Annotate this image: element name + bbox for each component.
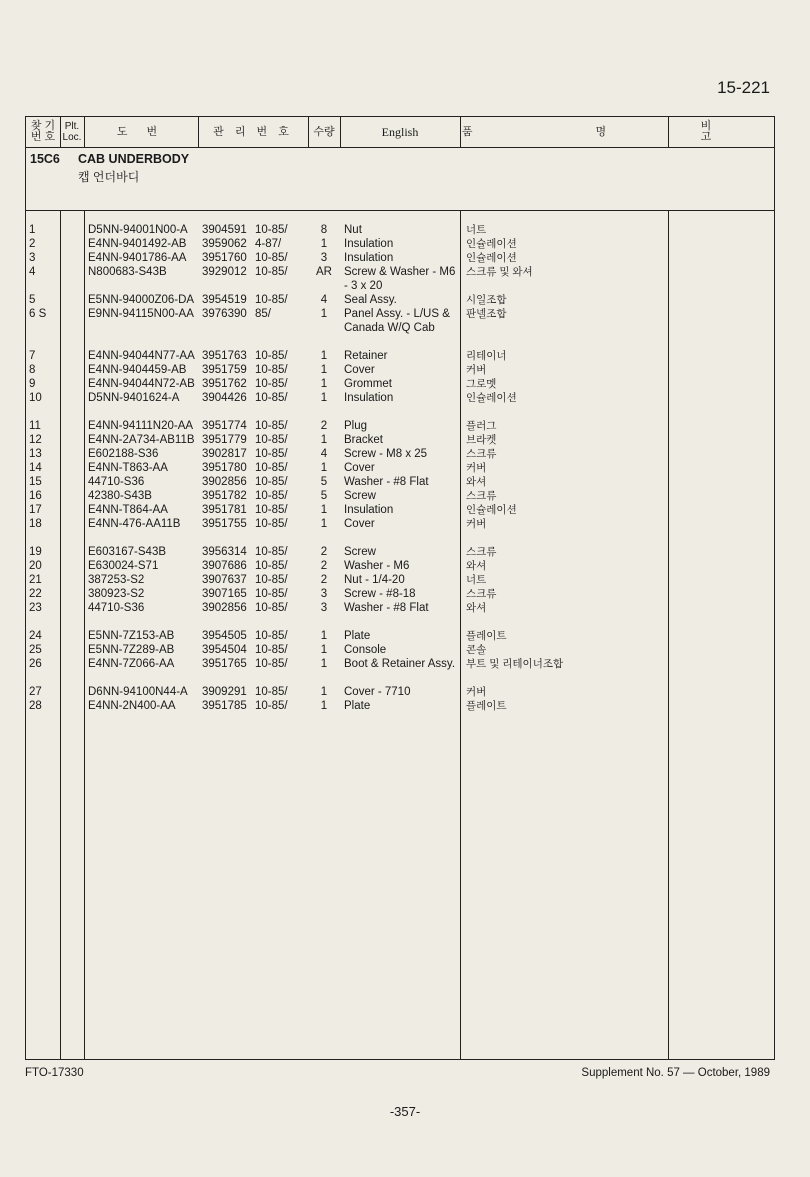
english-description: Nut - 1/4-20 bbox=[344, 574, 405, 586]
effective-date: 10-85/ bbox=[255, 588, 288, 600]
management-number: 3954519 bbox=[202, 294, 247, 306]
management-number: 3954504 bbox=[202, 644, 247, 656]
english-description: Screw - M8 x 25 bbox=[344, 448, 428, 460]
management-number: 3951774 bbox=[202, 420, 247, 432]
ref-number: 6 S bbox=[29, 308, 47, 320]
quantity: 1 bbox=[320, 518, 328, 530]
part-number: E4NN-9404459-AB bbox=[88, 364, 187, 376]
english-description: Washer - #8 Flat bbox=[344, 476, 429, 488]
parts-table bbox=[25, 116, 775, 1060]
quantity: 1 bbox=[320, 308, 328, 320]
ref-number: 14 bbox=[29, 462, 42, 474]
ref-number: 9 bbox=[29, 378, 36, 390]
ref-number: 22 bbox=[29, 588, 42, 600]
quantity: 1 bbox=[320, 462, 328, 474]
effective-date: 10-85/ bbox=[255, 686, 288, 698]
management-number: 3951780 bbox=[202, 462, 247, 474]
table-row bbox=[26, 601, 774, 615]
management-number: 3904426 bbox=[202, 392, 247, 404]
ref-number: 2 bbox=[29, 238, 36, 250]
korean-description: 콘솔 bbox=[466, 644, 487, 656]
effective-date: 10-85/ bbox=[255, 350, 288, 362]
effective-date: 10-85/ bbox=[255, 630, 288, 642]
table-row bbox=[26, 377, 774, 391]
korean-description: 그로멧 bbox=[466, 378, 497, 390]
ref-number: 7 bbox=[29, 350, 36, 362]
quantity: 3 bbox=[320, 602, 328, 614]
management-number: 3956314 bbox=[202, 546, 247, 558]
quantity: 2 bbox=[320, 574, 328, 586]
korean-description: 시일조합 bbox=[466, 294, 507, 306]
management-number: 3954505 bbox=[202, 630, 247, 642]
ref-number: 13 bbox=[29, 448, 42, 460]
table-row bbox=[26, 461, 774, 475]
quantity: 2 bbox=[320, 420, 328, 432]
ref-number: 18 bbox=[29, 518, 42, 530]
table-row bbox=[26, 237, 774, 251]
table-row bbox=[26, 517, 774, 531]
english-description: Retainer bbox=[344, 350, 388, 362]
korean-description: 와셔 bbox=[466, 602, 487, 614]
table-row bbox=[26, 559, 774, 573]
header-part-no: 도 번 bbox=[116, 125, 166, 138]
effective-date: 10-85/ bbox=[255, 560, 288, 572]
korean-description: 스크류 bbox=[466, 490, 497, 502]
part-number: D5NN-94001N00-A bbox=[88, 224, 188, 236]
korean-description: 너트 bbox=[466, 574, 487, 586]
management-number: 3907165 bbox=[202, 588, 247, 600]
col-divider bbox=[460, 117, 461, 147]
quantity: 1 bbox=[320, 364, 328, 376]
korean-description: 커버 bbox=[466, 462, 487, 474]
ref-number: 16 bbox=[29, 490, 42, 502]
part-number: E5NN-7Z289-AB bbox=[88, 644, 175, 656]
management-number: 3951759 bbox=[202, 364, 247, 376]
section-title-korean: 캡 언더바디 bbox=[78, 170, 140, 184]
effective-date: 10-85/ bbox=[255, 420, 288, 432]
header-korean-name: 품 명 bbox=[461, 125, 667, 138]
english-description: Nut bbox=[344, 224, 362, 236]
part-number: 44710-S36 bbox=[88, 476, 145, 488]
korean-description: 스크류 bbox=[466, 588, 497, 600]
english-description: Plate bbox=[344, 700, 371, 712]
quantity: 4 bbox=[320, 448, 328, 460]
col-divider bbox=[308, 117, 309, 147]
ref-number: 17 bbox=[29, 504, 42, 516]
management-number: 3951763 bbox=[202, 350, 247, 362]
table-row bbox=[26, 629, 774, 643]
ref-number: 10 bbox=[29, 392, 42, 404]
korean-description: 플레이트 bbox=[466, 700, 507, 712]
page-number: 15-221 bbox=[717, 78, 770, 97]
quantity: 1 bbox=[320, 238, 328, 250]
part-number: E4NN-2N400-AA bbox=[88, 700, 176, 712]
english-description: Plate bbox=[344, 630, 371, 642]
korean-description: 플러그 bbox=[466, 420, 497, 432]
english-description: Washer - M6 bbox=[344, 560, 410, 572]
table-row bbox=[26, 447, 774, 461]
english-description: Seal Assy. bbox=[344, 294, 397, 306]
management-number: 3902856 bbox=[202, 602, 247, 614]
part-number: E4NN-2A734-AB11B bbox=[88, 434, 195, 446]
part-number: 387253-S2 bbox=[88, 574, 145, 586]
part-number: E602188-S36 bbox=[88, 448, 159, 460]
english-description: Plug bbox=[344, 420, 368, 432]
korean-description: 리테이너 bbox=[466, 350, 507, 362]
effective-date: 10-85/ bbox=[255, 434, 288, 446]
supplement-note: Supplement No. 57 — October, 1989 bbox=[581, 1067, 770, 1079]
part-number: E4NN-9401786-AA bbox=[88, 252, 187, 264]
table-row bbox=[26, 545, 774, 559]
korean-description: 커버 bbox=[466, 518, 487, 530]
col-divider bbox=[340, 117, 341, 147]
english-description: Boot & Retainer Assy. bbox=[344, 658, 456, 670]
table-header bbox=[26, 117, 774, 148]
korean-description: 플레이트 bbox=[466, 630, 507, 642]
quantity: 1 bbox=[320, 630, 328, 642]
quantity: 3 bbox=[320, 588, 328, 600]
col-divider bbox=[60, 117, 61, 147]
effective-date: 10-85/ bbox=[255, 378, 288, 390]
management-number: 3951760 bbox=[202, 252, 247, 264]
header-plt-loc: Plt. Loc. bbox=[62, 121, 82, 143]
quantity: 8 bbox=[320, 224, 328, 236]
effective-date: 10-85/ bbox=[255, 644, 288, 656]
quantity: 1 bbox=[320, 504, 328, 516]
document-code: FTO-17330 bbox=[25, 1067, 84, 1079]
part-number: E5NN-7Z153-AB bbox=[88, 630, 175, 642]
effective-date: 10-85/ bbox=[255, 490, 288, 502]
part-number: 380923-S2 bbox=[88, 588, 145, 600]
ref-number: 21 bbox=[29, 574, 42, 586]
table-row bbox=[26, 643, 774, 657]
ref-number: 4 bbox=[29, 266, 36, 278]
management-number: 3951782 bbox=[202, 490, 247, 502]
quantity: 1 bbox=[320, 350, 328, 362]
ref-number: 24 bbox=[29, 630, 42, 642]
english-description: Screw bbox=[344, 546, 376, 558]
header-qty: 수량 bbox=[313, 125, 335, 138]
ref-number: 26 bbox=[29, 658, 42, 670]
effective-date: 10-85/ bbox=[255, 504, 288, 516]
effective-date: 10-85/ bbox=[255, 266, 288, 278]
english-description: Insulation bbox=[344, 392, 394, 404]
part-number: E630024-S71 bbox=[88, 560, 159, 572]
table-row bbox=[26, 475, 774, 489]
quantity: 4 bbox=[320, 294, 328, 306]
management-number: 3907637 bbox=[202, 574, 247, 586]
table-row bbox=[26, 587, 774, 601]
english-description: Cover bbox=[344, 518, 375, 530]
part-number: N800683-S43B bbox=[88, 266, 167, 278]
english-description: Washer - #8 Flat bbox=[344, 602, 429, 614]
english-description: - 3 x 20 bbox=[344, 280, 383, 292]
effective-date: 10-85/ bbox=[255, 658, 288, 670]
quantity: 3 bbox=[320, 252, 328, 264]
quantity: 1 bbox=[320, 700, 328, 712]
korean-description: 와셔 bbox=[466, 476, 487, 488]
quantity: 1 bbox=[320, 644, 328, 656]
ref-number: 23 bbox=[29, 602, 42, 614]
header-remarks: 비 고 bbox=[700, 120, 742, 143]
management-number: 3951785 bbox=[202, 700, 247, 712]
korean-description: 너트 bbox=[466, 224, 487, 236]
management-number: 3951762 bbox=[202, 378, 247, 390]
section-code: 15C6 bbox=[30, 152, 60, 166]
part-number: E4NN-9401492-AB bbox=[88, 238, 187, 250]
management-number: 3951765 bbox=[202, 658, 247, 670]
effective-date: 10-85/ bbox=[255, 700, 288, 712]
part-number: E4NN-476-AA11B bbox=[88, 518, 181, 530]
table-row bbox=[26, 573, 774, 587]
part-number: E4NN-T864-AA bbox=[88, 504, 168, 516]
table-row bbox=[26, 293, 774, 307]
col-divider bbox=[198, 117, 199, 147]
korean-description: 인슐레이션 bbox=[466, 252, 517, 264]
english-description: Insulation bbox=[344, 252, 394, 264]
management-number: 3959062 bbox=[202, 238, 247, 250]
korean-description: 커버 bbox=[466, 686, 487, 698]
table-row bbox=[26, 321, 774, 335]
ref-number: 27 bbox=[29, 686, 42, 698]
korean-description: 스크류 bbox=[466, 448, 497, 460]
korean-description: 브라켓 bbox=[466, 434, 497, 446]
effective-date: 10-85/ bbox=[255, 294, 288, 306]
management-number: 3904591 bbox=[202, 224, 247, 236]
management-number: 3951755 bbox=[202, 518, 247, 530]
english-description: Console bbox=[344, 644, 387, 656]
management-number: 3902817 bbox=[202, 448, 247, 460]
header-mgmt-no: 관 리 번 호 bbox=[213, 125, 293, 138]
table-row bbox=[26, 433, 774, 447]
management-number: 3976390 bbox=[202, 308, 247, 320]
header-english: English bbox=[381, 124, 419, 139]
part-number: E4NN-T863-AA bbox=[88, 462, 168, 474]
korean-description: 커버 bbox=[466, 364, 487, 376]
ref-number: 11 bbox=[29, 420, 41, 432]
korean-description: 인슐레이션 bbox=[466, 238, 517, 250]
quantity: 1 bbox=[320, 434, 328, 446]
ref-number: 12 bbox=[29, 434, 42, 446]
table-row bbox=[26, 391, 774, 405]
effective-date: 10-85/ bbox=[255, 546, 288, 558]
part-number: D6NN-94100N44-A bbox=[88, 686, 188, 698]
part-number: E4NN-94111N20-AA bbox=[88, 420, 194, 432]
table-row bbox=[26, 489, 774, 503]
part-number: E9NN-94115N00-AA bbox=[88, 308, 194, 320]
page-footer-number: -357- bbox=[389, 1104, 421, 1119]
ref-number: 19 bbox=[29, 546, 42, 558]
korean-description: 인슐레이션 bbox=[466, 504, 517, 516]
quantity: 1 bbox=[320, 686, 328, 698]
management-number: 3951779 bbox=[202, 434, 247, 446]
management-number: 3951781 bbox=[202, 504, 247, 516]
quantity: 1 bbox=[320, 378, 328, 390]
part-number: E5NN-94000Z06-DA bbox=[88, 294, 195, 306]
part-number: E4NN-7Z066-AA bbox=[88, 658, 175, 670]
quantity: 2 bbox=[320, 546, 328, 558]
english-description: Panel Assy. - L/US & bbox=[344, 308, 450, 320]
english-description: Bracket bbox=[344, 434, 383, 446]
ref-number: 25 bbox=[29, 644, 42, 656]
ref-number: 5 bbox=[29, 294, 36, 306]
table-row bbox=[26, 363, 774, 377]
quantity: 5 bbox=[320, 490, 328, 502]
table-row bbox=[26, 251, 774, 265]
korean-description: 와셔 bbox=[466, 560, 487, 572]
english-description: Insulation bbox=[344, 504, 394, 516]
quantity: 1 bbox=[320, 392, 328, 404]
effective-date: 10-85/ bbox=[255, 224, 288, 236]
effective-date: 10-85/ bbox=[255, 602, 288, 614]
management-number: 3929012 bbox=[202, 266, 247, 278]
effective-date: 85/ bbox=[255, 308, 271, 320]
korean-description: 판넬조합 bbox=[466, 308, 507, 320]
english-description: Cover bbox=[344, 364, 375, 376]
english-description: Grommet bbox=[344, 378, 392, 390]
col-divider bbox=[84, 117, 85, 147]
effective-date: 10-85/ bbox=[255, 462, 288, 474]
quantity: AR bbox=[316, 266, 332, 278]
effective-date: 10-85/ bbox=[255, 476, 288, 488]
english-description: Insulation bbox=[344, 238, 394, 250]
ref-number: 1 bbox=[29, 224, 36, 236]
korean-description: 인슐레이션 bbox=[466, 392, 517, 404]
english-description: Cover bbox=[344, 462, 375, 474]
english-description: Canada W/Q Cab bbox=[344, 322, 435, 334]
col-divider bbox=[668, 117, 669, 147]
effective-date: 10-85/ bbox=[255, 574, 288, 586]
table-row bbox=[26, 699, 774, 713]
quantity: 2 bbox=[320, 560, 328, 572]
quantity: 5 bbox=[320, 476, 328, 488]
table-row bbox=[26, 279, 774, 293]
table-row bbox=[26, 419, 774, 433]
table-row bbox=[26, 307, 774, 321]
effective-date: 10-85/ bbox=[255, 448, 288, 460]
management-number: 3909291 bbox=[202, 686, 247, 698]
effective-date: 10-85/ bbox=[255, 392, 288, 404]
table-row bbox=[26, 503, 774, 517]
quantity: 1 bbox=[320, 658, 328, 670]
part-number: E4NN-94044N77-AA bbox=[88, 350, 195, 362]
ref-number: 28 bbox=[29, 700, 42, 712]
table-row bbox=[26, 349, 774, 363]
part-number: 44710-S36 bbox=[88, 602, 145, 614]
effective-date: 4-87/ bbox=[255, 238, 282, 250]
table-row bbox=[26, 657, 774, 671]
part-number: E603167-S43B bbox=[88, 546, 167, 558]
korean-description: 부트 및 리테이너조합 bbox=[466, 658, 564, 670]
table-row bbox=[26, 223, 774, 237]
management-number: 3907686 bbox=[202, 560, 247, 572]
section-title: CAB UNDERBODY bbox=[78, 152, 190, 166]
korean-description: 스크류 및 와셔 bbox=[466, 266, 533, 278]
management-number: 3902856 bbox=[202, 476, 247, 488]
section-heading bbox=[26, 147, 774, 211]
part-number: E4NN-94044N72-AB bbox=[88, 378, 195, 390]
english-description: Screw & Washer - M6 bbox=[344, 266, 456, 278]
table-row bbox=[26, 685, 774, 699]
korean-description: 스크류 bbox=[466, 546, 497, 558]
ref-number: 20 bbox=[29, 560, 42, 572]
effective-date: 10-85/ bbox=[255, 518, 288, 530]
effective-date: 10-85/ bbox=[255, 364, 288, 376]
english-description: Screw bbox=[344, 490, 376, 502]
english-description: Cover - 7710 bbox=[344, 686, 411, 698]
english-description: Screw - #8-18 bbox=[344, 588, 416, 600]
ref-number: 8 bbox=[29, 364, 36, 376]
part-number: D5NN-9401624-A bbox=[88, 392, 180, 404]
ref-number: 15 bbox=[29, 476, 42, 488]
effective-date: 10-85/ bbox=[255, 252, 288, 264]
part-number: 42380-S43B bbox=[88, 490, 152, 502]
table-row bbox=[26, 265, 774, 279]
ref-number: 3 bbox=[29, 252, 36, 264]
header-ref-no: 찾 기 번 호 bbox=[30, 120, 56, 143]
